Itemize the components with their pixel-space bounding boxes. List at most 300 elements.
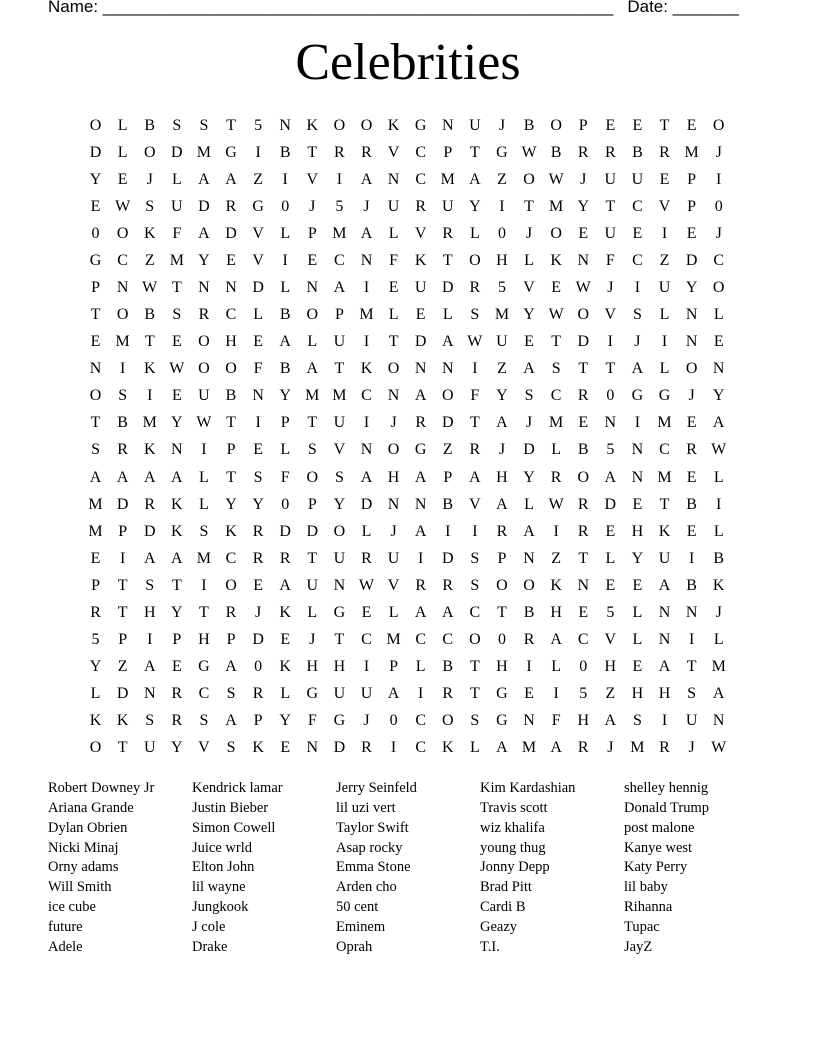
- grid-letter[interactable]: M: [88, 495, 103, 513]
- grid-letter[interactable]: N: [523, 712, 535, 730]
- grid-letter[interactable]: J: [688, 739, 695, 757]
- grid-letter[interactable]: M: [115, 333, 130, 351]
- grid-letter[interactable]: O: [712, 279, 725, 296]
- grid-letter[interactable]: M: [386, 631, 401, 649]
- grid-letter[interactable]: K: [360, 360, 373, 378]
- grid-letter[interactable]: E: [632, 224, 643, 242]
- grid-letter[interactable]: A: [333, 279, 346, 296]
- grid-letter[interactable]: I: [445, 522, 451, 540]
- grid-letter[interactable]: I: [201, 441, 207, 459]
- grid-letter[interactable]: P: [91, 279, 100, 296]
- grid-letter[interactable]: R: [279, 549, 291, 567]
- grid-letter[interactable]: D: [523, 441, 535, 459]
- grid-letter[interactable]: A: [171, 549, 183, 567]
- grid-letter[interactable]: U: [333, 685, 346, 703]
- grid-letter[interactable]: O: [198, 360, 210, 378]
- grid-letter[interactable]: Y: [469, 197, 481, 215]
- grid-letter[interactable]: L: [713, 306, 724, 324]
- grid-letter[interactable]: T: [171, 576, 182, 594]
- grid-letter[interactable]: 0: [497, 224, 506, 242]
- grid-letter[interactable]: K: [89, 712, 102, 730]
- grid-letter[interactable]: N: [523, 549, 535, 567]
- grid-letter[interactable]: Y: [523, 306, 535, 324]
- grid-letter[interactable]: A: [171, 468, 183, 486]
- grid-letter[interactable]: E: [605, 576, 616, 594]
- grid-letter[interactable]: I: [472, 360, 478, 378]
- grid-letter[interactable]: J: [580, 170, 587, 188]
- grid-letter[interactable]: C: [442, 631, 454, 649]
- grid-letter[interactable]: I: [282, 251, 288, 269]
- grid-letter[interactable]: W: [115, 197, 131, 215]
- grid-letter[interactable]: B: [117, 414, 128, 432]
- grid-letter[interactable]: J: [309, 631, 316, 649]
- grid-letter[interactable]: M: [196, 143, 212, 161]
- grid-letter[interactable]: I: [147, 387, 153, 405]
- grid-letter[interactable]: H: [143, 603, 156, 621]
- grid-letter[interactable]: D: [441, 414, 454, 432]
- grid-letter[interactable]: P: [443, 468, 453, 486]
- grid-letter[interactable]: O: [198, 333, 210, 351]
- grid-letter[interactable]: I: [716, 495, 722, 513]
- grid-letter[interactable]: T: [605, 197, 616, 215]
- grid-letter[interactable]: R: [117, 441, 128, 459]
- grid-letter[interactable]: E: [605, 116, 616, 134]
- grid-letter[interactable]: E: [659, 170, 670, 188]
- grid-letter[interactable]: N: [306, 279, 319, 296]
- grid-letter[interactable]: I: [363, 333, 370, 351]
- grid-letter[interactable]: B: [577, 441, 589, 459]
- grid-letter[interactable]: C: [361, 631, 372, 649]
- grid-letter[interactable]: E: [361, 603, 372, 621]
- grid-letter[interactable]: A: [360, 224, 373, 242]
- grid-letter[interactable]: S: [226, 685, 236, 703]
- grid-letter[interactable]: S: [632, 712, 642, 730]
- grid-letter[interactable]: H: [306, 658, 319, 676]
- grid-letter[interactable]: P: [226, 441, 236, 459]
- grid-letter[interactable]: C: [415, 712, 426, 730]
- grid-letter[interactable]: G: [225, 143, 237, 161]
- grid-letter[interactable]: E: [686, 224, 697, 242]
- grid-letter[interactable]: J: [498, 116, 506, 134]
- grid-letter[interactable]: H: [658, 685, 671, 703]
- grid-letter[interactable]: A: [658, 576, 671, 594]
- grid-letter[interactable]: E: [90, 197, 101, 215]
- grid-letter[interactable]: N: [306, 739, 319, 757]
- grid-letter[interactable]: A: [550, 631, 562, 649]
- grid-letter[interactable]: N: [225, 279, 237, 296]
- grid-letter[interactable]: K: [171, 522, 183, 540]
- grid-letter[interactable]: A: [658, 658, 671, 676]
- grid-letter[interactable]: N: [116, 279, 129, 296]
- grid-letter[interactable]: Z: [442, 441, 453, 459]
- grid-letter[interactable]: L: [253, 306, 263, 324]
- grid-letter[interactable]: K: [143, 224, 156, 242]
- grid-letter[interactable]: F: [307, 712, 317, 730]
- grid-letter[interactable]: C: [632, 251, 643, 269]
- grid-letter[interactable]: E: [524, 685, 534, 703]
- grid-letter[interactable]: A: [225, 712, 237, 730]
- grid-letter[interactable]: U: [658, 549, 671, 567]
- grid-letter[interactable]: 5: [497, 279, 506, 296]
- grid-letter[interactable]: N: [577, 251, 590, 269]
- grid-letter[interactable]: H: [577, 712, 590, 730]
- grid-letter[interactable]: I: [499, 197, 505, 215]
- grid-letter[interactable]: N: [658, 631, 671, 649]
- grid-letter[interactable]: Y: [685, 279, 698, 296]
- grid-letter[interactable]: E: [415, 306, 426, 324]
- grid-letter[interactable]: N: [577, 576, 590, 594]
- grid-letter[interactable]: U: [631, 170, 644, 188]
- grid-letter[interactable]: C: [713, 251, 725, 269]
- grid-letter[interactable]: G: [198, 658, 210, 676]
- grid-letter[interactable]: S: [470, 306, 480, 324]
- grid-letter[interactable]: R: [659, 739, 670, 757]
- grid-letter[interactable]: R: [442, 685, 454, 703]
- grid-letter[interactable]: I: [688, 549, 695, 567]
- grid-letter[interactable]: G: [631, 387, 644, 405]
- grid-letter[interactable]: Y: [279, 387, 291, 405]
- grid-letter[interactable]: 0: [281, 197, 290, 215]
- grid-letter[interactable]: R: [171, 712, 183, 730]
- grid-letter[interactable]: M: [169, 251, 184, 269]
- grid-letter[interactable]: T: [578, 549, 589, 567]
- grid-letter[interactable]: T: [442, 251, 453, 269]
- grid-letter[interactable]: O: [89, 739, 102, 757]
- grid-letter[interactable]: V: [333, 441, 346, 459]
- grid-letter[interactable]: R: [225, 603, 237, 621]
- grid-letter[interactable]: V: [387, 576, 400, 594]
- grid-letter[interactable]: T: [469, 143, 480, 161]
- grid-letter[interactable]: 0: [497, 631, 506, 649]
- grid-letter[interactable]: Y: [171, 739, 183, 757]
- grid-letter[interactable]: Y: [631, 549, 644, 567]
- grid-letter[interactable]: R: [361, 549, 372, 567]
- grid-letter[interactable]: H: [604, 658, 617, 676]
- grid-letter[interactable]: Y: [198, 251, 210, 269]
- grid-letter[interactable]: W: [711, 441, 727, 459]
- grid-letter[interactable]: R: [577, 143, 589, 161]
- grid-letter[interactable]: A: [225, 170, 237, 188]
- grid-letter[interactable]: L: [307, 603, 318, 621]
- grid-letter[interactable]: B: [279, 360, 291, 378]
- grid-letter[interactable]: N: [387, 495, 400, 513]
- grid-letter[interactable]: E: [253, 333, 263, 351]
- grid-letter[interactable]: I: [661, 224, 668, 242]
- grid-letter[interactable]: I: [363, 279, 370, 296]
- grid-letter[interactable]: I: [147, 631, 153, 649]
- grid-letter[interactable]: W: [548, 170, 564, 188]
- grid-letter[interactable]: I: [255, 143, 261, 161]
- grid-letter[interactable]: T: [144, 333, 155, 351]
- grid-letter[interactable]: N: [387, 170, 400, 188]
- grid-letter[interactable]: L: [713, 522, 724, 540]
- grid-letter[interactable]: A: [414, 603, 427, 621]
- grid-letter[interactable]: L: [442, 306, 453, 324]
- grid-letter[interactable]: T: [90, 414, 101, 432]
- grid-letter[interactable]: N: [143, 685, 156, 703]
- grid-letter[interactable]: J: [254, 603, 262, 621]
- grid-letter[interactable]: D: [685, 251, 698, 269]
- grid-letter[interactable]: J: [390, 522, 397, 540]
- grid-letter[interactable]: E: [686, 468, 697, 486]
- grid-letter[interactable]: N: [171, 441, 183, 459]
- grid-letter[interactable]: O: [577, 306, 590, 324]
- grid-letter[interactable]: O: [550, 116, 562, 134]
- grid-letter[interactable]: S: [118, 387, 128, 405]
- grid-letter[interactable]: J: [607, 739, 614, 757]
- grid-letter[interactable]: M: [684, 143, 699, 161]
- grid-letter[interactable]: I: [282, 170, 288, 188]
- grid-letter[interactable]: S: [470, 712, 480, 730]
- grid-letter[interactable]: C: [415, 739, 426, 757]
- grid-letter[interactable]: T: [469, 414, 480, 432]
- grid-letter[interactable]: G: [496, 712, 508, 730]
- grid-letter[interactable]: W: [548, 495, 564, 513]
- grid-letter[interactable]: T: [117, 739, 128, 757]
- grid-letter[interactable]: E: [686, 414, 697, 432]
- grid-letter[interactable]: B: [550, 143, 562, 161]
- grid-letter[interactable]: K: [143, 360, 156, 378]
- grid-letter[interactable]: 5: [606, 603, 615, 621]
- grid-letter[interactable]: D: [279, 522, 291, 540]
- grid-letter[interactable]: S: [172, 306, 182, 324]
- grid-letter[interactable]: M: [359, 306, 374, 324]
- grid-letter[interactable]: A: [414, 387, 427, 405]
- grid-letter[interactable]: C: [469, 603, 481, 621]
- grid-letter[interactable]: R: [604, 143, 616, 161]
- grid-letter[interactable]: K: [306, 116, 319, 134]
- grid-letter[interactable]: O: [441, 387, 454, 405]
- grid-letter[interactable]: D: [441, 549, 454, 567]
- grid-letter[interactable]: O: [523, 576, 535, 594]
- grid-letter[interactable]: D: [333, 739, 346, 757]
- grid-letter[interactable]: I: [336, 170, 343, 188]
- grid-letter[interactable]: U: [658, 279, 671, 296]
- grid-letter[interactable]: R: [361, 143, 372, 161]
- grid-letter[interactable]: N: [89, 360, 102, 378]
- grid-letter[interactable]: A: [469, 170, 481, 188]
- grid-letter[interactable]: L: [659, 306, 670, 324]
- grid-letter[interactable]: R: [442, 576, 454, 594]
- grid-letter[interactable]: P: [687, 197, 697, 215]
- grid-letter[interactable]: L: [659, 360, 670, 378]
- grid-letter[interactable]: A: [496, 414, 508, 432]
- grid-letter[interactable]: W: [196, 414, 212, 432]
- grid-letter[interactable]: L: [551, 658, 562, 676]
- grid-letter[interactable]: S: [199, 522, 209, 540]
- name-field-label[interactable]: Name: ______________________________________________________: [48, 0, 614, 16]
- grid-letter[interactable]: L: [361, 522, 372, 540]
- grid-letter[interactable]: V: [387, 143, 400, 161]
- grid-letter[interactable]: K: [279, 658, 291, 676]
- grid-letter[interactable]: K: [279, 603, 291, 621]
- grid-letter[interactable]: 0: [254, 658, 263, 676]
- grid-letter[interactable]: G: [306, 685, 319, 703]
- grid-letter[interactable]: L: [117, 116, 128, 134]
- grid-letter[interactable]: O: [143, 143, 156, 161]
- grid-letter[interactable]: Z: [497, 170, 507, 188]
- grid-letter[interactable]: P: [253, 712, 263, 730]
- grid-letter[interactable]: Y: [279, 712, 291, 730]
- grid-letter[interactable]: E: [388, 279, 399, 296]
- grid-letter[interactable]: E: [605, 522, 616, 540]
- grid-letter[interactable]: B: [442, 658, 454, 676]
- grid-letter[interactable]: W: [467, 333, 483, 351]
- grid-letter[interactable]: P: [497, 549, 507, 567]
- grid-letter[interactable]: M: [332, 224, 347, 242]
- grid-letter[interactable]: R: [198, 306, 210, 324]
- grid-letter[interactable]: K: [658, 522, 671, 540]
- grid-letter[interactable]: G: [414, 441, 427, 459]
- grid-letter[interactable]: N: [387, 387, 400, 405]
- grid-letter[interactable]: T: [334, 631, 345, 649]
- grid-letter[interactable]: J: [715, 603, 722, 621]
- grid-letter[interactable]: E: [686, 116, 697, 134]
- grid-letter[interactable]: 0: [281, 495, 290, 513]
- grid-letter[interactable]: T: [334, 360, 345, 378]
- grid-letter[interactable]: R: [225, 197, 237, 215]
- grid-letter[interactable]: S: [334, 468, 344, 486]
- grid-letter[interactable]: F: [389, 251, 399, 269]
- grid-letter[interactable]: F: [253, 360, 263, 378]
- grid-letter[interactable]: D: [252, 279, 264, 296]
- grid-letter[interactable]: R: [577, 495, 589, 513]
- grid-letter[interactable]: C: [117, 251, 128, 269]
- grid-letter[interactable]: B: [279, 306, 291, 324]
- grid-letter[interactable]: U: [306, 576, 319, 594]
- grid-letter[interactable]: E: [713, 333, 724, 351]
- grid-letter[interactable]: O: [523, 170, 535, 188]
- grid-letter[interactable]: O: [685, 360, 698, 378]
- grid-letter[interactable]: M: [657, 414, 672, 432]
- grid-letter[interactable]: P: [687, 170, 697, 188]
- grid-letter[interactable]: K: [225, 522, 237, 540]
- grid-letter[interactable]: T: [469, 658, 480, 676]
- grid-letter[interactable]: A: [143, 549, 156, 567]
- grid-letter[interactable]: M: [305, 387, 320, 405]
- grid-letter[interactable]: Z: [253, 170, 263, 188]
- grid-letter[interactable]: B: [713, 549, 725, 567]
- grid-letter[interactable]: D: [252, 631, 264, 649]
- grid-letter[interactable]: I: [634, 279, 641, 296]
- grid-letter[interactable]: T: [497, 603, 507, 621]
- grid-letter[interactable]: B: [144, 306, 156, 324]
- grid-letter[interactable]: P: [280, 414, 290, 432]
- grid-letter[interactable]: O: [360, 116, 373, 134]
- grid-letter[interactable]: K: [252, 739, 264, 757]
- grid-letter[interactable]: Z: [605, 685, 616, 703]
- grid-letter[interactable]: M: [521, 739, 537, 757]
- grid-letter[interactable]: V: [198, 739, 210, 757]
- grid-letter[interactable]: K: [171, 495, 183, 513]
- grid-letter[interactable]: T: [199, 603, 209, 621]
- grid-letter[interactable]: S: [524, 387, 534, 405]
- grid-letter[interactable]: D: [577, 333, 590, 351]
- grid-letter[interactable]: R: [686, 441, 697, 459]
- grid-letter[interactable]: Y: [523, 468, 535, 486]
- grid-letter[interactable]: U: [171, 197, 183, 215]
- grid-letter[interactable]: A: [89, 468, 102, 486]
- grid-letter[interactable]: U: [604, 224, 617, 242]
- grid-letter[interactable]: O: [116, 306, 129, 324]
- grid-letter[interactable]: M: [142, 414, 157, 432]
- grid-letter[interactable]: J: [715, 224, 722, 242]
- grid-letter[interactable]: T: [171, 279, 182, 296]
- grid-letter[interactable]: 5: [91, 631, 100, 649]
- grid-letter[interactable]: U: [469, 116, 481, 134]
- grid-letter[interactable]: M: [549, 414, 564, 432]
- grid-letter[interactable]: K: [441, 739, 454, 757]
- grid-letter[interactable]: E: [226, 251, 236, 269]
- grid-letter[interactable]: J: [715, 143, 722, 161]
- grid-letter[interactable]: Y: [577, 197, 590, 215]
- grid-letter[interactable]: H: [496, 658, 508, 676]
- grid-letter[interactable]: C: [361, 387, 372, 405]
- grid-letter[interactable]: C: [198, 685, 210, 703]
- grid-letter[interactable]: R: [252, 685, 264, 703]
- grid-letter[interactable]: J: [390, 414, 397, 432]
- grid-letter[interactable]: N: [441, 360, 454, 378]
- grid-letter[interactable]: W: [711, 739, 727, 757]
- grid-letter[interactable]: U: [333, 414, 346, 432]
- grid-letter[interactable]: E: [280, 631, 291, 649]
- grid-letter[interactable]: Y: [712, 387, 725, 405]
- grid-letter[interactable]: N: [685, 333, 698, 351]
- grid-letter[interactable]: M: [440, 170, 455, 188]
- grid-letter[interactable]: B: [686, 576, 697, 594]
- grid-letter[interactable]: O: [306, 306, 319, 324]
- grid-letter[interactable]: G: [414, 116, 427, 134]
- grid-letter[interactable]: U: [360, 685, 373, 703]
- grid-letter[interactable]: P: [226, 631, 236, 649]
- grid-letter[interactable]: H: [225, 333, 237, 351]
- grid-letter[interactable]: D: [198, 197, 210, 215]
- grid-letter[interactable]: C: [415, 170, 426, 188]
- grid-letter[interactable]: T: [551, 333, 562, 351]
- grid-letter[interactable]: V: [414, 224, 427, 242]
- grid-letter[interactable]: D: [441, 279, 454, 296]
- grid-letter[interactable]: N: [441, 116, 454, 134]
- grid-letter[interactable]: B: [523, 603, 535, 621]
- grid-letter[interactable]: T: [524, 197, 534, 215]
- grid-letter[interactable]: A: [198, 224, 210, 242]
- grid-letter[interactable]: T: [388, 333, 399, 351]
- grid-letter[interactable]: O: [387, 441, 400, 459]
- grid-letter[interactable]: N: [685, 306, 698, 324]
- grid-letter[interactable]: O: [550, 224, 562, 242]
- grid-letter[interactable]: E: [90, 549, 101, 567]
- grid-letter[interactable]: U: [333, 333, 346, 351]
- grid-letter[interactable]: A: [225, 658, 237, 676]
- grid-letter[interactable]: E: [171, 333, 182, 351]
- grid-letter[interactable]: I: [418, 549, 424, 567]
- grid-letter[interactable]: E: [253, 576, 263, 594]
- grid-letter[interactable]: K: [550, 251, 562, 269]
- grid-letter[interactable]: O: [387, 360, 400, 378]
- grid-letter[interactable]: L: [280, 279, 291, 296]
- grid-letter[interactable]: A: [604, 712, 617, 730]
- grid-letter[interactable]: S: [253, 468, 263, 486]
- grid-letter[interactable]: U: [333, 549, 346, 567]
- grid-letter[interactable]: Z: [497, 360, 507, 378]
- grid-letter[interactable]: K: [550, 576, 562, 594]
- grid-letter[interactable]: 5: [335, 197, 344, 215]
- grid-letter[interactable]: M: [88, 522, 103, 540]
- grid-letter[interactable]: I: [201, 576, 207, 594]
- grid-letter[interactable]: G: [333, 712, 346, 730]
- grid-letter[interactable]: H: [550, 603, 562, 621]
- grid-letter[interactable]: O: [469, 251, 481, 269]
